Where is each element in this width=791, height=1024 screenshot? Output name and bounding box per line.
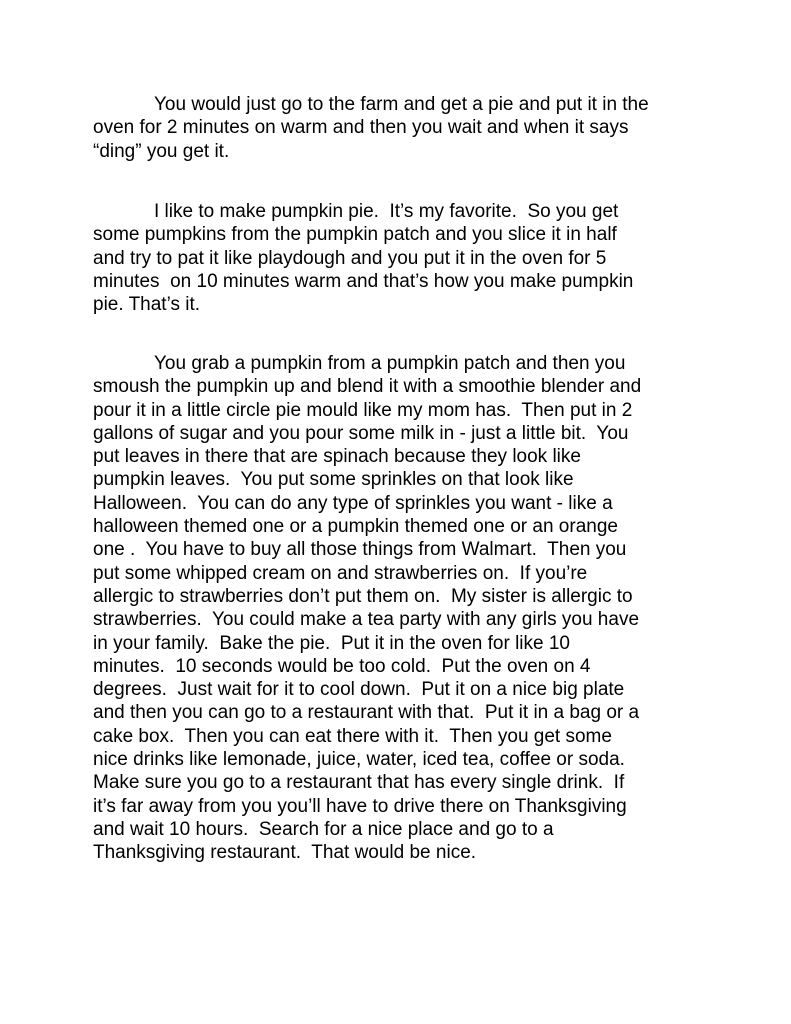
paragraph-line: “ding” you get it. <box>93 140 230 162</box>
paragraph-line: and then you can go to a restaurant with that. Put it in a bag or a <box>93 702 640 724</box>
paragraph-line: You grab a pumpkin from a pumpkin patch and then you <box>154 353 626 374</box>
paragraph-line: nice drinks like lemonade, juice, water, iced tea, coffee or soda. <box>93 749 625 771</box>
paragraph-line: and wait 10 hours. Search for a nice place and go to a <box>93 818 554 840</box>
paragraph-line: pumpkin leaves. You put some sprinkles on that look like <box>93 469 574 491</box>
paragraph-line: halloween themed one or a pumpkin themed one or an orange <box>93 516 618 538</box>
paragraph-line: Halloween. You can do any type of sprinkles you want - like a <box>93 492 613 514</box>
paragraph-line: minutes. 10 seconds would be too cold. Put the oven on 4 <box>93 655 591 677</box>
paragraph-line: put leaves in there that are spinach because they look like <box>93 446 581 468</box>
paragraph-line: one . You have to buy all those things from Walmart. Then you <box>93 539 627 561</box>
paragraph-line: allergic to strawberries don’t put them on. My sister is allergic to <box>93 585 633 607</box>
paragraph-farm-pie <box>93 93 708 163</box>
paragraph-line: I like to make pumpkin pie. It’s my favorite. So you get <box>154 201 619 222</box>
paragraph-line: in your family. Bake the pie. Put it in the oven for like 10 <box>93 632 571 654</box>
paragraph-line: some pumpkins from the pumpkin patch and you slice it in half <box>93 224 617 246</box>
paragraph-line: it’s far away from you you’ll have to drive there on Thanksgiving <box>93 795 627 817</box>
paragraph-line: strawberries. You could make a tea party with any girls you have <box>93 609 640 631</box>
paragraph-line: degrees. Just wait for it to cool down. Put it on a nice big plate <box>93 679 625 701</box>
paragraph-line: Make sure you go to a restaurant that has every single drink. If <box>93 772 625 794</box>
paragraph-pumpkin-pie-favorite <box>93 200 708 316</box>
paragraph-line: gallons of sugar and you pour some milk in - just a little bit. You <box>93 422 629 444</box>
paragraph-line: and try to pat it like playdough and you put it in the oven for 5 <box>93 247 607 269</box>
paragraph-line: cake box. Then you can eat there with it. Then you get some <box>93 725 612 747</box>
paragraph-pumpkin-pie-recipe <box>93 352 708 865</box>
paragraph-line: Thanksgiving restaurant. That would be nice. <box>93 842 477 864</box>
paragraph-line: smoush the pumpkin up and blend it with a smoothie blender and <box>93 376 642 398</box>
paragraph-line: pie. That’s it. <box>93 294 201 316</box>
paragraph-line: You would just go to the farm and get a pie and put it in the <box>154 94 649 115</box>
paragraph-line: put some whipped cream on and strawberries on. If you’re <box>93 562 588 584</box>
paragraph-line: pour it in a little circle pie mould like my mom has. Then put in 2 <box>93 399 633 421</box>
paragraph-line: oven for 2 minutes on warm and then you wait and when it says <box>93 117 629 139</box>
paragraph-line: minutes on 10 minutes warm and that’s how you make pumpkin <box>93 270 634 292</box>
